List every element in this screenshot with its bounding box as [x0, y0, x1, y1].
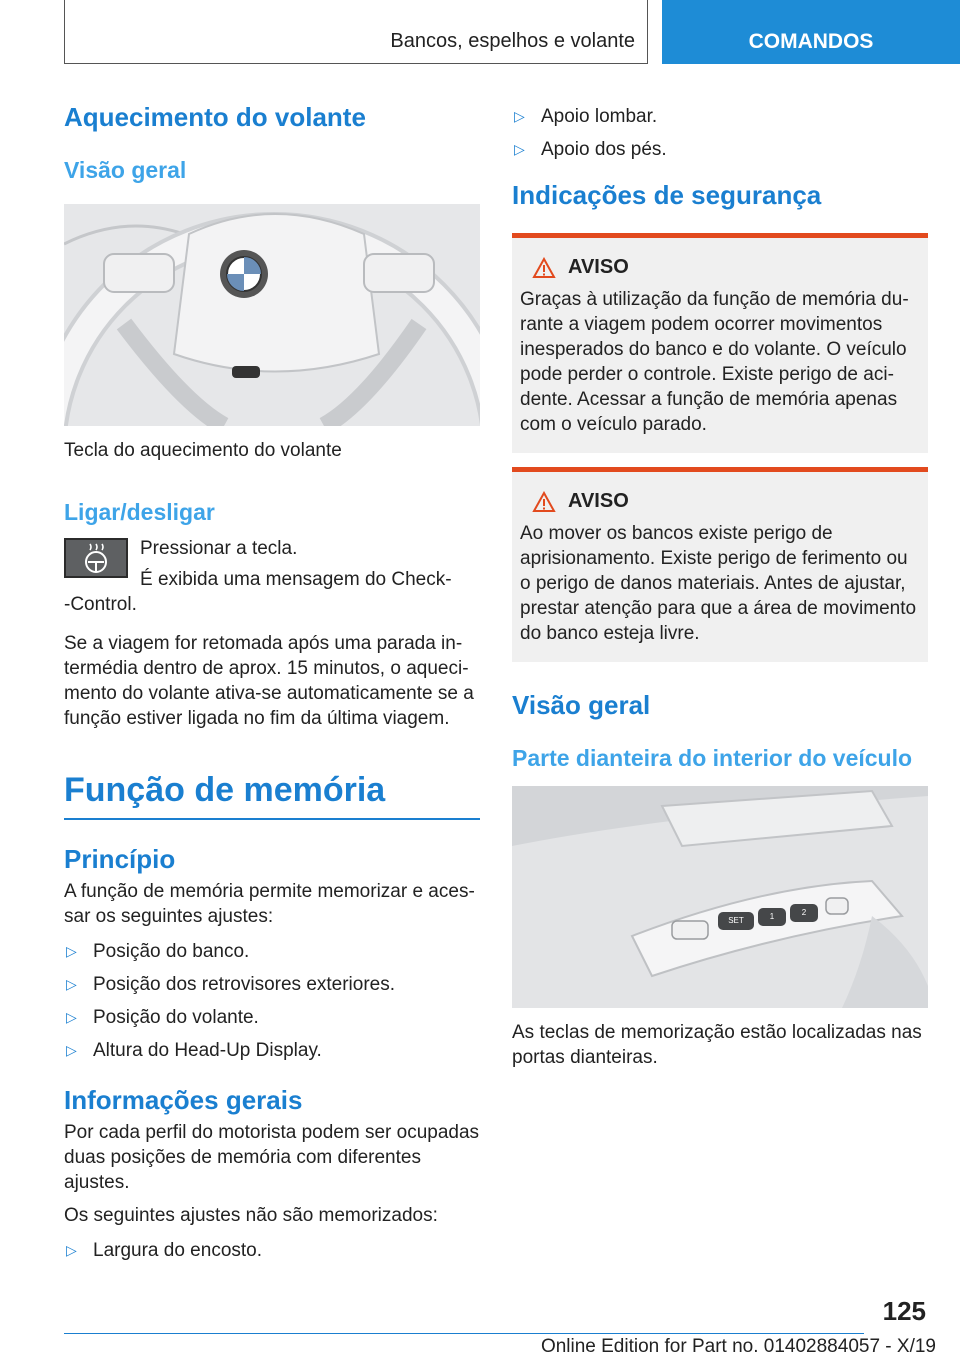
not-memorized-text: Os seguintes ajustes não são memorizados: — [64, 1205, 438, 1226]
heading-general-info: Informações gerais — [64, 1085, 303, 1115]
general-text: Por cada perfil do motorista podem ser ocupadas duas posições de memória com diferentes ajustes. — [64, 1122, 480, 1193]
warning-header — [532, 490, 920, 513]
heading-steering-heat: Aquecimento do volante — [64, 102, 366, 132]
on-off-block — [64, 536, 480, 617]
list-item: ▷ Posição do banco. — [64, 939, 480, 964]
steering-image-caption: Tecla do aquecimento do volante — [64, 440, 342, 461]
warning-triangle-icon — [532, 491, 556, 513]
memory-key-set: SET — [728, 916, 744, 925]
door-panel-illustration — [512, 786, 928, 1008]
list-item: ▷ Posição dos retrovisores exteriores. — [64, 972, 480, 997]
heading-memory-function: Função de memória — [64, 771, 386, 809]
list-item: ▷ Altura do Head-Up Display. — [64, 1038, 480, 1063]
warning-triangle-icon — [532, 257, 556, 279]
heading-overview-right: Visão geral — [512, 690, 651, 720]
steering-wheel-illustration — [64, 204, 480, 426]
memory-key-1: 1 — [769, 912, 775, 921]
steering-heat-key-icon — [64, 538, 128, 578]
warning-text: Graças à utilização da função de memória durante a viagem podem ocorrer movimentos inesperados do banco e do volante. O veículo pode perder o controle. Existe perigo de acidente. Acessar a função de memória apenas com o veículo parado. — [520, 289, 909, 435]
warning-header — [532, 256, 920, 279]
door-memory-keys-image — [512, 786, 928, 1008]
heated-wheel-icon — [76, 542, 116, 574]
heading-principle: Princípio — [64, 844, 176, 874]
list-item: ▷ Apoio dos pés. — [512, 137, 928, 162]
header-section-tab — [64, 0, 648, 64]
warning-title: AVISO — [568, 256, 629, 278]
page-number: 125 — [882, 1296, 926, 1326]
not-memorized-list-cont — [512, 104, 928, 162]
header-chapter-badge: COMANDOS — [662, 0, 960, 64]
header-section-title: Bancos, espelhos e volante — [390, 30, 635, 52]
footer-rule — [64, 1333, 864, 1334]
door-image-caption: As teclas de memorização estão localizadas nas portas dianteiras. — [512, 1022, 922, 1068]
principle-list — [64, 939, 480, 1063]
heading-rule — [64, 818, 480, 820]
resume-text: Se a viagem for retomada após uma parada intermédia dentro de aprox. 15 minutos, o aquecimento do volante ativa-se automaticamente se a função estiver ligada no fim da última viagem. — [64, 633, 474, 729]
list-item: ▷ Posição do volante. — [64, 1005, 480, 1030]
press-key-text: Pressionar a tecla. — [140, 538, 298, 559]
check-control-text: É exibida uma mensagem do Check- — [140, 569, 452, 590]
heading-overview: Visão geral — [64, 157, 187, 183]
warning-box-1 — [512, 233, 928, 453]
footer-edition: Online Edition for Part no. 01402884057 - X/19 — [540, 1336, 936, 1357]
heading-safety: Indicações de segurança — [512, 180, 822, 210]
check-control-text-cont: -Control. — [64, 594, 137, 615]
warning-text: Ao mover os bancos existe perigo de aprisionamento. Existe perigo de ferimento ou o perigo de danos materiais. Antes de ajustar, prestar atenção para que a área de movimento do banco esteja livre. — [520, 523, 917, 644]
warning-box-2 — [512, 467, 928, 662]
list-item: ▷ Largura do encosto. — [64, 1238, 480, 1263]
principle-text: A função de memória permite memorizar e acessar os seguintes ajustes: — [64, 881, 475, 927]
steering-wheel-image — [64, 204, 480, 426]
memory-key-2: 2 — [801, 908, 807, 917]
right-column — [512, 96, 928, 1070]
not-memorized-list — [64, 1238, 480, 1263]
warning-title: AVISO — [568, 490, 629, 512]
heading-on-off: Ligar/desligar — [64, 499, 215, 525]
heading-front-interior: Parte dianteira do interior do veículo — [512, 745, 913, 771]
left-column — [64, 96, 480, 1271]
list-item: ▷ Apoio lombar. — [512, 104, 928, 129]
